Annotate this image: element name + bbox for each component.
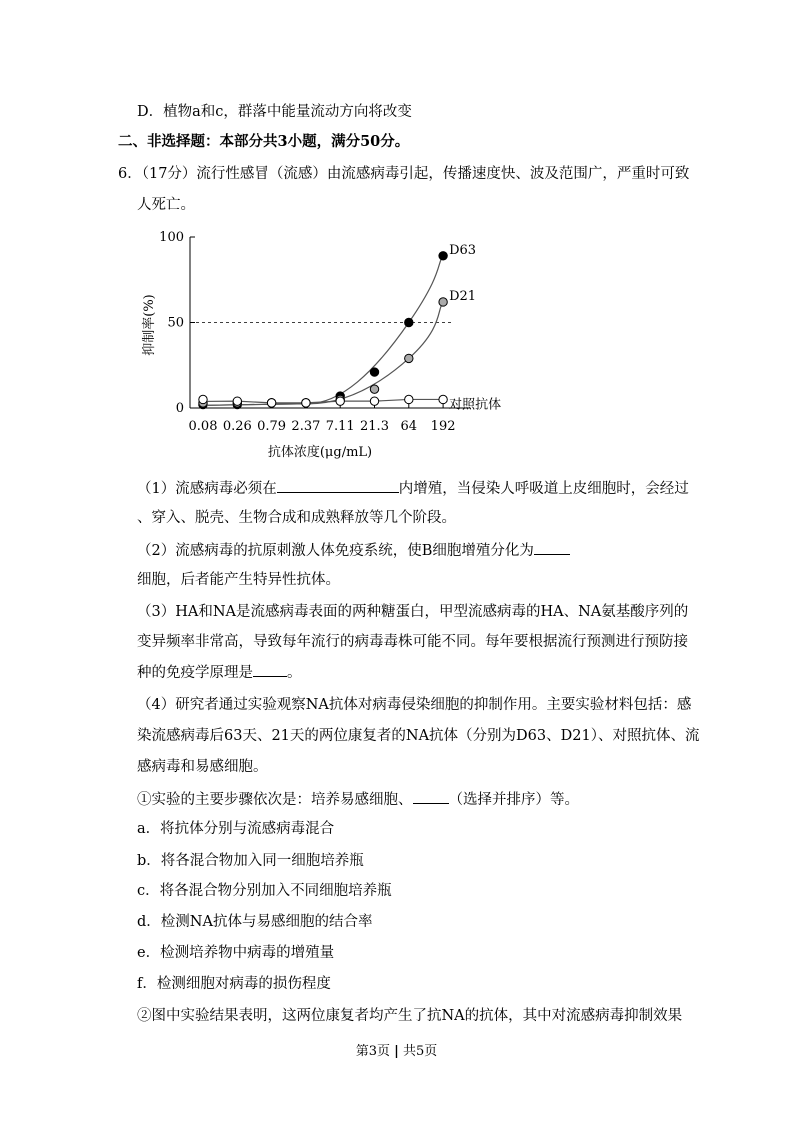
data-point [439,298,447,306]
footer-total: 共5页 [403,1044,438,1059]
series-line-0 [198,256,443,406]
option-e: e．检测培养物中病毒的增殖量 [137,945,335,961]
x-tick-label: 64 [400,419,418,434]
data-point [405,354,413,362]
question-6-line-1: 6．（17分）流行性感冒（流感）由流感病毒引起，传播速度快、波及范围广，严重时可致 [118,166,690,182]
option-d: D．植物a和c，群落中能量流动方向将改变 [137,104,412,120]
data-point [302,399,310,407]
part-3-text-pre: 种的免疫学原理是 [137,665,253,681]
x-tick-label: 2.37 [291,419,321,434]
y-tick-label: 100 [159,230,184,245]
data-point [405,318,413,326]
chart-series [198,252,447,409]
data-point [405,395,413,403]
x-axis-title: 抗体浓度(μg/mL) [267,445,373,460]
answer-blank-3[interactable] [253,662,287,677]
part-4-line-3: 感病毒和易感细胞。 [137,759,268,775]
data-point [370,368,378,376]
option-b: b．将各混合物加入同一细胞培养瓶 [137,853,364,869]
option-d-detect: d．检测NA抗体与易感细胞的结合率 [137,914,373,930]
step-line [137,789,579,810]
legend-label: D63 [449,242,477,258]
part-4-line-1: （4）研究者通过实验观察NA抗体对病毒侵染细胞的抑制作用。主要实验材料包括：感 [137,697,692,713]
part-3-line-1: （3）HA和NA是流感病毒表面的两种糖蛋白，甲型流感病毒的HA、NA氨基酸序列的 [137,604,689,620]
legend-label: 对照抗体 [449,397,502,413]
footer-page: 第3页 [355,1044,390,1059]
data-point [199,395,207,403]
step-text-post: （选择并排序）等。 [448,792,579,808]
data-point [439,252,447,260]
part-3-line-2: 变异频率非常高，导致每年流行的病毒毒株可能不同。每年要根据流行预测进行预防接 [137,634,688,650]
part-1-line-1 [137,478,689,499]
part-2-text: （2）流感病毒的抗原刺激人体免疫系统，使B细胞增殖分化为 [137,543,534,559]
part-3-text-post: 。 [287,665,302,681]
question-6-line-2: 人死亡。 [137,197,195,213]
section-heading: 二、非选择题：本部分共3小题，满分50分。 [118,133,410,150]
step-text-pre: ①实验的主要步骤依次是：培养易感细胞、 [137,792,413,808]
x-tick-label: 0.26 [222,419,252,434]
data-point [336,397,344,405]
option-c: c．将各混合物分别加入不同细胞培养瓶 [137,883,392,899]
data-point [233,397,241,405]
y-axis-title: 抑制率(%) [142,294,157,356]
page-footer [0,1040,793,1059]
chart-labels [141,230,501,460]
result-line: ②图中实验结果表明，这两位康复者均产生了抗NA的抗体，其中对流感病毒抑制效果 [137,1008,683,1024]
x-tick-label: 0.79 [257,419,287,434]
part-1-text-post: 内增殖，当侵染人呼吸道上皮细胞时，会经过 [398,481,689,497]
x-tick-label: 0.08 [188,419,218,434]
data-point [370,385,378,393]
part-2-line-1 [137,540,570,561]
part-1-text-pre: （1）流感病毒必须在 [137,481,277,497]
legend-label: D21 [449,288,477,304]
part-3-line-3 [137,662,302,683]
part-2-line-2: 细胞，后者能产生特异性抗体。 [137,572,340,588]
y-tick-label: 0 [175,401,184,416]
x-tick-label: 21.3 [360,419,389,434]
footer-separator: | [394,1044,399,1059]
data-point [439,395,447,403]
inhibition-chart [135,225,515,465]
data-point [370,397,378,405]
x-tick-label: 192 [430,419,456,434]
option-a: a．将抗体分别与流感病毒混合 [137,821,335,837]
answer-blank-4[interactable] [413,789,449,804]
part-1-line-2: 、穿入、脱壳、生物合成和成熟释放等几个阶段。 [137,510,456,526]
x-tick-label: 7.11 [325,419,355,434]
data-point [267,399,275,407]
series-line-1 [198,302,443,405]
option-f: f．检测细胞对病毒的损伤程度 [137,976,331,992]
y-tick-label: 50 [167,315,184,331]
part-4-line-2: 染流感病毒后63天、21天的两位康复者的NA抗体（分别为D63、D21）、对照抗体、流 [137,728,700,744]
answer-blank-1[interactable] [277,478,399,493]
answer-blank-2[interactable] [534,540,570,555]
